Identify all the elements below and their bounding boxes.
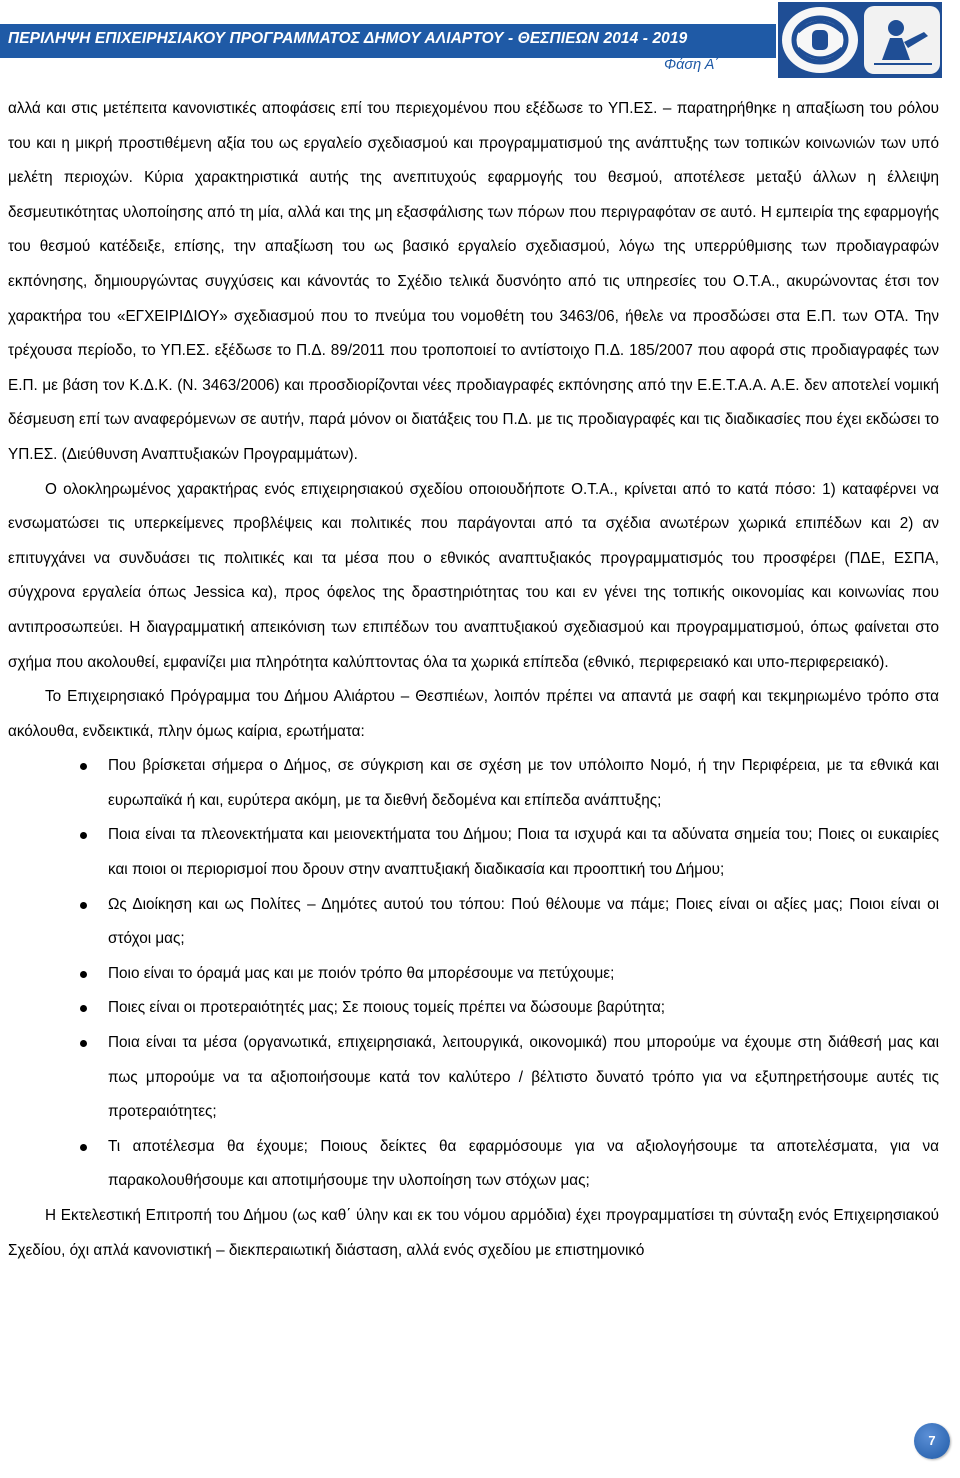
- paragraph-questions-intro: Το Επιχειρησιακό Πρόγραμμα του Δήμου Αλιάρτου – Θεσπιέων, λοιπόν πρέπει να απαντά με σαφή και τεκμηριωμένο τρόπο στα ακόλουθα, ενδεικτικά, πλην όμως καίρια, ερωτήματα:: [8, 688, 939, 740]
- list-item-text: Ποιες είναι οι προτεραιότητές μας; Σε ποιους τομείς πρέπει να δώσουμε βαρύτητα;: [108, 999, 666, 1017]
- header-phase: Φάση Α΄: [664, 57, 720, 73]
- list-item: [8, 991, 939, 1026]
- bullet-icon: [80, 832, 87, 839]
- page-header: [0, 0, 960, 80]
- page-number-badge: 7: [914, 1423, 950, 1459]
- bullet-icon: [80, 763, 87, 770]
- list-item: [8, 818, 939, 887]
- list-item-text: Ποια είναι τα πλεονεκτήματα και μειονεκτήματα του Δήμου; Ποια τα ισχυρά και τα αδύνατα σημεία του; Ποιες οι ευκαιρίες και ποιοι οι περιορισμοί που δρουν στην αναπτυξιακή διαδικασία και προοπτική του Δήμου;: [108, 826, 939, 879]
- list-item-text: Τι αποτέλεσμα θα έχουμε; Ποιους δείκτες θα εφαρμόσουμε για να αξιολογήσουμε τα αποτελέσματα, για να παρακολουθήσουμε και αποτιμήσουμε την υλοποίηση των στόχων μας;: [108, 1137, 939, 1190]
- bullet-icon: [80, 1144, 87, 1151]
- list-item: [8, 749, 939, 818]
- paragraph-integrated-character: Ο ολοκληρωμένος χαρακτήρας ενός επιχειρησιακού σχεδίου οποιουδήποτε Ο.Τ.Α., κρίνεται από το κατά πόσο: 1) καταφέρνει να ενσωματώσει τις υπερκείμενες προβλέψεις και πολιτικές που παράγονται από τα σχέδια ανωτέρων χωρικά επιπέδων και 2) αν επιτυγχάνει να συνδυάσει τις πολιτικές και τα μέσα που ο εθνικός αναπτυξιακός προγραμματισμός του προσφέρει (ΠΔΕ, ΕΣΠΑ, σύγχρονα εργαλεία όπως Jessica κα), προς όφελος της δραστηριότητας του και εν γένει της τοπικής οικονομίας και κοινωνίας που αντιπροσωπεύει. Η διαγραμματική απεικόνιση των επιπέδων του αναπτυξιακού σχεδιασμού και προγραμματισμού, όπως φαίνεται στο σχήμα που ακολουθεί, εμφανίζει μια πληρότητα καλύπτοντας όλα τα χωρικά επίπεδα (εθνικό, περιφερειακό και υπο-περιφερειακό).: [8, 480, 939, 671]
- list-item: [8, 1130, 939, 1199]
- bullet-icon: [80, 1005, 87, 1012]
- list-item-text: Ως Διοίκηση και ως Πολίτες – Δημότες αυτού του τόπου: Πού θέλουμε να πάμε; Ποιες είναι οι αξίες μας; Ποιοι είναι οι στόχοι μας;: [108, 895, 939, 948]
- questions-list: [8, 749, 939, 1199]
- list-item: [8, 957, 939, 992]
- municipality-logo: [778, 2, 942, 78]
- bullet-icon: [80, 971, 87, 978]
- header-title: ΠΕΡΙΛΗΨΗ ΕΠΙΧΕΙΡΗΣΙΑΚΟΥ ΠΡΟΓΡΑΜΜΑΤΟΣ ΔΗΜΟΥ ΑΛΙΑΡΤΟΥ - ΘΕΣΠΙΕΩΝ 2014 - 2019: [8, 30, 688, 47]
- list-item: [8, 1026, 939, 1130]
- paragraph-intro: αλλά και στις μετέπειτα κανονιστικές αποφάσεις επί του περιεχομένου που εξέδωσε το ΥΠ.ΕΣ. – παρατηρήθηκε η απαξίωση του ρόλου του και η μικρή προστιθέμενη αξία του ως εργαλείο σχεδιασμού και προγραμματισμού της ανάπτυξης των τοπικών κοινωνιών των υπό μελέτη περιοχών. Κύρια χαρακτηριστικά αυτής της ανεπιτυχούς εφαρμογής του θεσμού, αποτέλεσε μεταξύ άλλων η έλλειψη δεσμευτικότητας υλοποίησης από τη μία, αλλά και της μη εξασφάλισης των πόρων που περιγραφόταν σε αυτό. Η εμπειρία της εφαρμογής του θεσμού κατέδειξε, επίσης, την απαξίωση του ως βασικό εργαλείο σχεδιασμού, λόγω της υπερρύθμισης των προδιαγραφών εκπόνησης, δημιουργώντας συγχύσεις και κάνοντάς το Σχέδιο τελικά δυσνόητο από τις υπηρεσίες του Ο.Τ.Α., ακυρώνοντας έτσι τον χαρακτήρα του «ΕΓΧΕΙΡΙΔΙΟΥ» σχεδιασμού που το πνεύμα του νομοθέτη του 3463/06, ήθελε να προσδώσει στα Ε.Π. των ΟΤΑ. Την τρέχουσα περίοδο, το ΥΠ.ΕΣ. εξέδωσε το Π.Δ. 89/2011 που τροποποιεί το αντίστοιχο Π.Δ. 185/2007 που αφορά στις προδιαγραφές των Ε.Π. με βάση τον Κ.Δ.Κ. (Ν. 3463/2006) και προσδιορίζονται νέες προδιαγραφές εκπόνησης από την Ε.Ε.Τ.Α.Α. Α.Ε. δεν αποτελεί νομική δέσμευση επί των αναφερόμενων σε αυτήν, παρά μόνον οι διατάξεις του Π.Δ. με τις προδιαγραφές και τις διαδικασίες που έχει εκδώσει το ΥΠ.ΕΣ. (Διεύθυνση Αναπτυξιακών Προγραμμάτων).: [8, 100, 939, 463]
- list-item: [8, 888, 939, 957]
- list-item-text: Ποιο είναι το όραμά μας και με ποιόν τρόπο θα μπορέσουμε να πετύχουμε;: [108, 964, 615, 982]
- bullet-icon: [80, 902, 87, 909]
- document-body: [8, 92, 939, 1268]
- list-item-text: Ποια είναι τα μέσα (οργανωτικά, επιχειρησιακά, λειτουργικά, οικονομικά) που μπορούμε να έχουμε στη διάθεσή μας και πως μπορούμε να τα αξιοποιήσουμε κατά τον καλύτερο / βέλτιστο δυνατό τρόπο για να εξυπηρετήσουμε αυτές τις προτεραιότητες;: [108, 1034, 939, 1121]
- paragraph-closing: Η Εκτελεστική Επιτροπή του Δήμου (ως καθ΄ ύλην και εκ του νόμου αρμόδια) έχει προγραμματίσει τη σύνταξη ενός Επιχειρησιακού Σχεδίου, όχι απλά κανονιστική – διεκπεραιωτική διάσταση, αλλά ενός σχεδίου με επιστημονικό: [8, 1207, 939, 1259]
- bullet-icon: [80, 1040, 87, 1047]
- list-item-text: Που βρίσκεται σήμερα ο Δήμος, σε σύγκριση και σε σχέση με τον υπόλοιπο Νομό, ή την Περιφέρεια, με τα εθνικά και ευρωπαϊκά ή και, ευρύτερα ακόμη, με τα διεθνή δεδομένα και επίπεδα ανάπτυξης;: [108, 757, 939, 809]
